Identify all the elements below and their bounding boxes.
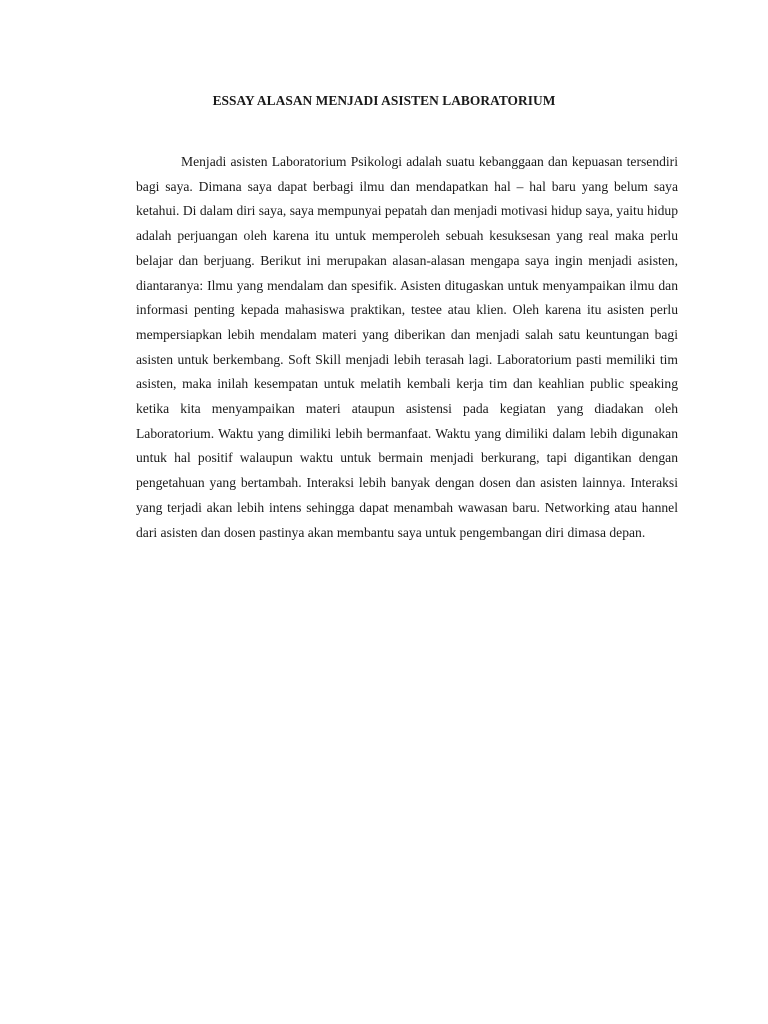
document-title: ESSAY ALASAN MENJADI ASISTEN LABORATORIUM: [212, 93, 556, 108]
essay-paragraph: Menjadi asisten Laboratorium Psikologi adalah suatu kebanggaan dan kepuasan tersendiri bagi saya. Dimana saya dapat berbagi ilmu dan mendapatkan hal – hal baru yang belum saya ketahui. Di dalam diri saya, saya mempunyai pepatah dan menjadi motivasi hidup saya, yaitu hidup adalah perjuangan oleh karena itu untuk memperoleh sebuah kesuksesan yang real maka perlu belajar dan berjuang. Berikut ini merupakan alasan-alasan mengapa saya ingin menjadi asisten, diantaranya: Ilmu yang mendalam dan spesifik. Asisten ditugaskan untuk menyampaikan ilmu dan informasi penting kepada mahasiswa praktikan, testee atau klien. Oleh karena itu asisten perlu mempersiapkan lebih mendalam materi yang diberikan dan menjadi salah satu keuntungan bagi asisten untuk berkembang. Soft Skill menjadi lebih terasah lagi. Laboratorium pasti memiliki tim asisten, maka inilah kesempatan untuk melatih kembali kerja tim dan keahlian public speaking ketika kita menyampaikan materi ataupun asistensi pada kegiatan yang diadakan oleh Laboratorium. Waktu yang dimiliki lebih bermanfaat. Waktu yang dimiliki dalam lebih digunakan untuk hal positif walaupun waktu untuk bermain menjadi berkurang, tapi digantikan dengan pengetahuan yang bertambah. Interaksi lebih banyak dengan dosen dan asisten lainnya. Interaksi yang terjadi akan lebih intens sehingga dapat menambah wawasan baru. Networking atau hannel dari asisten dan dosen pastinya akan membantu saya untuk pengembangan diri dimasa depan.: [136, 154, 678, 540]
